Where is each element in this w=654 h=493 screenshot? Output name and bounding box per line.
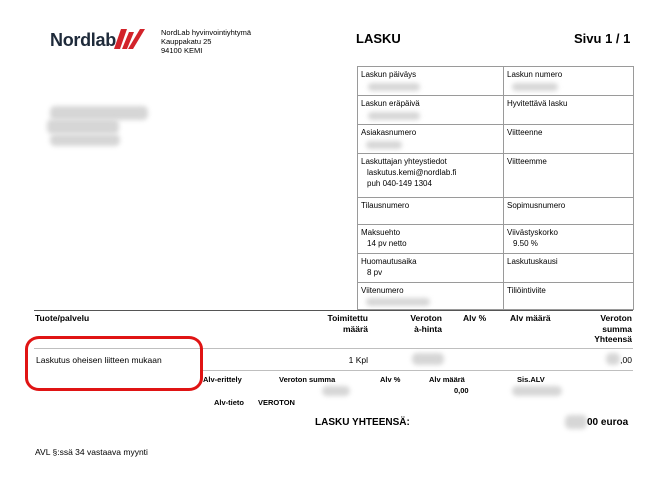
sis-alv-label: Sis.ALV — [517, 375, 545, 384]
redacted-value — [368, 112, 420, 120]
cell-viitteenne: Viitteenne — [504, 125, 634, 154]
page-number: Sivu 1 / 1 — [574, 31, 631, 46]
redacted-total-amount — [565, 415, 587, 429]
cell-hyvitettava-lasku: Hyvitettävä lasku — [504, 96, 634, 125]
cell-laskun-paivays: Laskun päiväys — [358, 67, 504, 96]
cell-laskutuskausi: Laskutuskausi — [504, 254, 634, 283]
redacted-recipient-line-3 — [50, 134, 120, 146]
company-name: NordLab hyvinvointiyhtymä — [161, 28, 252, 37]
redacted-value — [366, 141, 402, 149]
company-logo — [50, 28, 150, 52]
col-header-toimitettu: Toimitettu määrä — [327, 313, 368, 334]
col-header-alv-pct: Alv % — [463, 313, 487, 323]
col-header-veroton-summa: Veroton summa Yhteensä — [594, 313, 632, 344]
alv-tieto-value: VEROTON — [258, 398, 295, 407]
cell-laskun-numero: Laskun numero — [504, 67, 634, 96]
redacted-recipient-line-2 — [47, 119, 119, 134]
redacted-unit-price — [412, 353, 444, 365]
redacted-value — [368, 83, 420, 91]
cell-huomautusaika: Huomautusaika 8 pv — [358, 254, 504, 283]
cell-sopimusnumero: Sopimusnumero — [504, 198, 634, 225]
company-street: Kauppakatu 25 — [161, 37, 212, 46]
header-rule — [34, 310, 633, 311]
alv-tieto-label: Alv-tieto — [214, 398, 244, 407]
redacted-alv-veroton-summa — [322, 386, 350, 396]
col-header-alv-maara: Alv määrä — [510, 313, 551, 323]
invoice-total-label: LASKU YHTEENSÄ: — [315, 417, 410, 428]
invoice-info-table — [357, 66, 634, 310]
redacted-value — [366, 298, 430, 306]
annotation-highlight-ellipse — [25, 336, 203, 391]
logo-wordmark: Nordlab — [50, 30, 116, 50]
cell-laskun-erapaiva: Laskun eräpäivä — [358, 96, 504, 125]
cell-asiakasnumero: Asiakasnumero — [358, 125, 504, 154]
company-postal: 94100 KEMI — [161, 46, 203, 55]
cell-tilointiviite: Tiliöintiviite — [504, 283, 634, 310]
alv-erittely-label: Alv-erittely — [203, 375, 242, 384]
vat-exemption-note: AVL §:ssä 34 vastaava myynti — [35, 447, 148, 457]
redacted-recipient-line-1 — [50, 106, 148, 120]
line-item-total: ,00 — [620, 355, 632, 365]
cell-viitenumero: Viitenumero — [358, 283, 504, 310]
items-bottom-rule — [200, 370, 633, 371]
cell-viivastyskorko: Viivästyskorko 9.50 % — [504, 225, 634, 254]
redacted-sis-alv — [512, 386, 562, 396]
line-item-description: Laskutus oheisen liitteen mukaan — [36, 355, 162, 365]
cell-yhteystiedot: Laskuttajan yhteystiedot laskutus.kemi@nordlab.fi puh 040-149 1304 — [358, 154, 504, 198]
cell-maksuehto: Maksuehto 14 pv netto — [358, 225, 504, 254]
col-header-tuote: Tuote/palvelu — [35, 313, 90, 323]
col-header-veroton-hinta: Veroton à-hinta — [410, 313, 442, 334]
alv-maara-value: 0,00 — [454, 386, 469, 395]
contact-email: laskutus.kemi@nordlab.fi — [367, 168, 457, 177]
redacted-value — [512, 83, 558, 91]
invoice-total-amount: 00 euroa — [587, 417, 629, 428]
alv-pct-label: Alv % — [380, 375, 401, 384]
logo-mark-icon — [112, 28, 146, 50]
document-title: LASKU — [356, 31, 401, 46]
company-address — [161, 28, 251, 55]
alv-maara-label: Alv määrä — [429, 375, 465, 384]
cell-tilausnumero: Tilausnumero — [358, 198, 504, 225]
alv-veroton-summa-label: Veroton summa — [279, 375, 336, 384]
cell-viitteemme: Viitteemme — [504, 154, 634, 198]
contact-phone: puh 040-149 1304 — [367, 179, 432, 188]
line-item-quantity: 1 Kpl — [348, 355, 368, 365]
